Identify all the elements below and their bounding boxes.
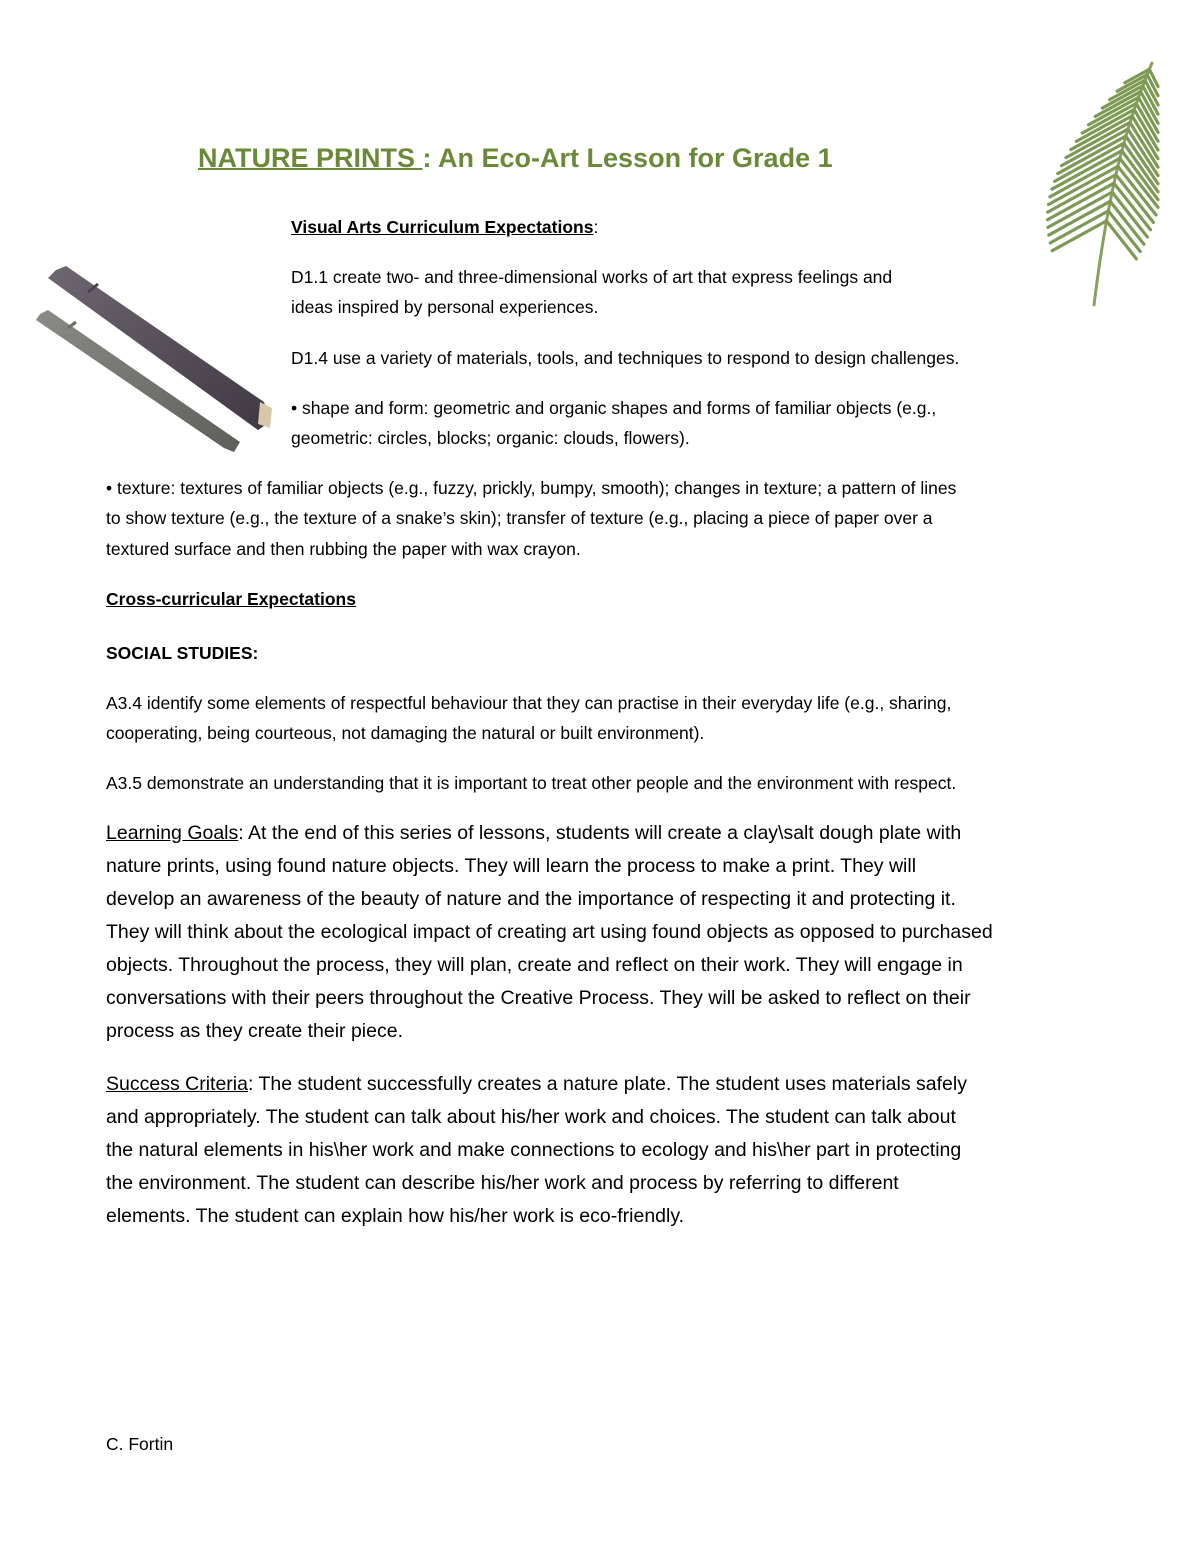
visual-arts-heading-suffix: : xyxy=(593,217,599,237)
title-separator-underlined xyxy=(415,143,423,173)
twig-sticks-image xyxy=(28,262,278,457)
success-criteria-line-5: elements. The student can explain how his/her work is eco-friendly. xyxy=(106,1205,685,1227)
success-criteria-line-2: and appropriately. The student can talk about his/her work and choices. The student can talk about xyxy=(106,1106,956,1128)
shape-form-line-1: • shape and form: geometric and organic shapes and forms of familiar objects (e.g., xyxy=(291,398,937,418)
d14-expectation: D1.4 use a variety of materials, tools, and techniques to respond to design challenges. xyxy=(291,348,960,368)
document-title xyxy=(198,143,833,174)
learning-goals-label: Learning Goals xyxy=(106,822,239,844)
success-criteria-line-1 xyxy=(106,1068,967,1101)
learning-goals-line-6: conversations with their peers throughout the Creative Process. They will be asked to reflect on their xyxy=(106,987,971,1009)
a34-line-1: A3.4 identify some elements of respectful behaviour that they can practise in their everyday life (e.g., sharing, xyxy=(106,693,952,713)
a35-expectation: A3.5 demonstrate an understanding that it is important to treat other people and the environment with respect. xyxy=(106,773,957,793)
texture-line-2: to show texture (e.g., the texture of a snake’s skin); transfer of texture (e.g., placing a piece of paper over a xyxy=(106,508,933,528)
palm-leaf-image xyxy=(1010,55,1160,310)
learning-goals-line-2: nature prints, using found nature objects. They will learn the process to make a print. They will xyxy=(106,855,917,877)
learning-goals-line-3: develop an awareness of the beauty of nature and the importance of respecting it and protecting it. xyxy=(106,888,956,910)
texture-line-1: • texture: textures of familiar objects (e.g., fuzzy, prickly, bumpy, smooth); changes in texture; a pattern of lines xyxy=(106,478,957,498)
learning-goals-line-7: process as they create their piece. xyxy=(106,1020,403,1042)
d11-line-1: D1.1 create two- and three-dimensional works of art that express feelings and xyxy=(291,267,893,287)
success-criteria-line-3: the natural elements in his\her work and make connections to ecology and his\her part in protecting xyxy=(106,1139,962,1161)
success-criteria-line-4: the environment. The student can describe his/her work and process by referring to different xyxy=(106,1172,899,1194)
social-studies-heading: SOCIAL STUDIES: xyxy=(106,643,259,663)
palm-leaflet xyxy=(1050,211,1108,243)
author-footer: C. Fortin xyxy=(106,1434,174,1454)
cross-curricular-heading: Cross-curricular Expectations xyxy=(106,589,356,609)
learning-goals-line-4: They will think about the ecological impact of creating art using found objects as opposed to purchased xyxy=(106,921,993,943)
learning-goals-line-1 xyxy=(106,817,961,850)
a34-line-2: cooperating, being courteous, not damaging the natural or built environment). xyxy=(106,723,705,743)
d11-line-2: ideas inspired by personal experiences. xyxy=(291,297,599,317)
learning-goals-line-5: objects. Throughout the process, they will plan, create and reflect on their work. They will engage in xyxy=(106,954,963,976)
shape-form-line-2: geometric: circles, blocks; organic: clouds, flowers). xyxy=(291,428,690,448)
learning-goals-line-1-text: : At the end of this series of lessons, students will create a clay\salt dough plate with xyxy=(238,822,962,844)
title-main: NATURE PRINTS xyxy=(198,143,416,173)
title-separator: : xyxy=(422,143,439,173)
texture-line-3: textured surface and then rubbing the paper with wax crayon. xyxy=(106,539,581,559)
visual-arts-heading-line xyxy=(291,212,598,243)
success-criteria-label: Success Criteria xyxy=(106,1073,248,1095)
success-criteria-line-1-text: : The student successfully creates a nature plate. The student uses materials safely xyxy=(247,1073,967,1095)
palm-leaflet xyxy=(1110,201,1144,244)
visual-arts-heading: Visual Arts Curriculum Expectations xyxy=(291,217,594,237)
title-rest: An Eco-Art Lesson for Grade 1 xyxy=(438,143,833,173)
